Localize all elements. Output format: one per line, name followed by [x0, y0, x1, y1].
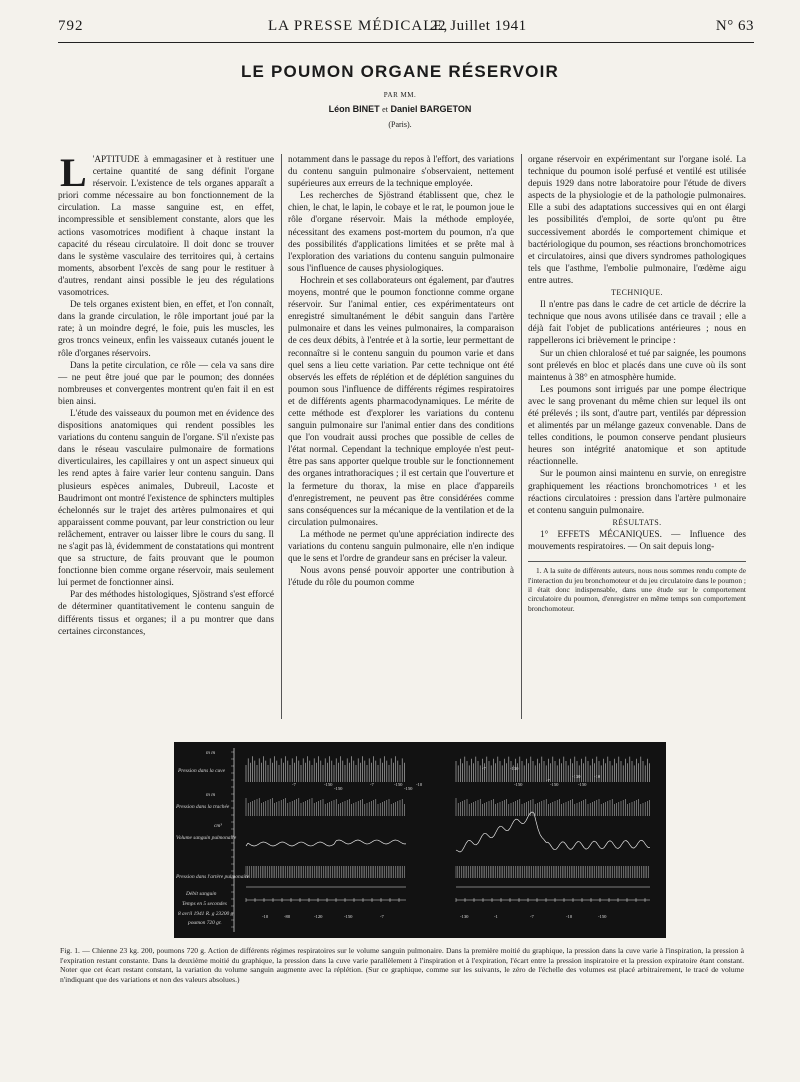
paragraph: L'étude des vaisseaux du poumon met en évidence des dispositions anatomiques qui rendent possibles les variations du contenu sanguin de l'organe. S'il n'existe pas dans le réseau vasculaire pulmonaire de formations diverticulaires, les capillaires y ont un aspect sinueux qui les rend aptes à faire varier leur contenu sanguin. Dans plusieurs espèces animales, Dubreuil, Lacoste et Baudrimont ont montré l'existence de sphincters multiples échelonnés sur le trajet des artères pulmonaires et qui apparaissent comme pouvant, par leur constriction ou leur relâchement, entraver ou laisser libre le cours du sang. Il ne s'agit pas là, évidemment de constatations qui montrent que sa structure, de faits prouvant que le poumon fonctionne bien comme organe réservoir, mais seulement lui permet de fonctionner ainsi.	[58, 408, 274, 589]
paragraph: notamment dans le passage du repos à l'effort, des variations du contenu sanguin pulmonaire s'observaient, nettement supérieures aux erreurs de la technique employée.	[288, 155, 514, 190]
time-mark: -130	[460, 914, 469, 919]
footnote-rule	[528, 561, 746, 562]
article-title: LE POUMON ORGANE RÉSERVOIR	[240, 62, 560, 81]
author-conjunction: et	[382, 105, 388, 114]
column-3	[528, 154, 746, 613]
paragraph: organe réservoir en expérimentant sur l'organe isolé. La technique du poumon isolé perfusé et ventilé est utilisée depuis 1929 dans notre laboratoire pour l'étude de divers aspects de la physiologie et de la pathologie pulmonaires. Elle a subi des adaptations successives qui en ont élargi les possibilités d'emploi, de sorte qu'ont pu être successivement abordés le comportement chimique et bactériologique du poumon, ses réactions bronchomotrices et circulatoires, ainsi que divers syndromes pathologiques tels que l'asthme, l'embolie pulmonaire, l'œdème aigu entre autres.	[528, 155, 746, 286]
time-mark: -150	[344, 914, 353, 919]
paragraph: Il n'entre pas dans le cadre de cet article de décrire la technique que nous avons utilisée dans ce travail ; elle a déjà fait l'objet de publications antérieures ; nous en rappellerons ici brièvement le principe :	[528, 300, 746, 347]
paragraph: Les recherches de Sjöstrand établissent que, chez le chien, le chat, le lapin, le cobaye et le rat, le poumon joue le rôle d'organe réservoir. Mais la méthode employée, nécessitant des examens post-mortem du poumon, n'a que des possibilités d'applications limitées et se prête mal à l'exploration des variations du contenu sanguin pulmonaire sous l'influence de causes physiologiques.	[288, 191, 514, 274]
time-mark: -10	[566, 914, 573, 919]
trace-mark: -150	[334, 786, 343, 791]
paragraph: Sur le poumon ainsi maintenu en survie, on enregistre graphiquement les réactions bronchomotrices ¹ et les réactions circulatoires : pression dans l'artère pulmonaire et contenu sanguin pulmonaire.	[528, 469, 746, 516]
label-temps: Temps en 5 secondes	[182, 901, 227, 907]
byline-par: PAR MM.	[383, 91, 417, 99]
paragraph: La méthode ne permet qu'une appréciation indirecte des variations du contenu sanguin pulmonaire, elle n'en indique que le sens et l'ordre de grandeur sans en préciser la valeur.	[288, 529, 514, 565]
section-heading-resultats: RÉSULTATS.	[612, 517, 662, 527]
byline-authors	[0, 104, 800, 114]
running-header	[58, 18, 754, 40]
trace-mark: -10	[416, 782, 423, 787]
volume-trace	[292, 845, 294, 846]
trace-mark: -7	[292, 782, 296, 787]
trace-mark: -7	[546, 778, 550, 783]
author-2: Daniel BARGETON	[390, 104, 472, 114]
time-mark: -7	[380, 914, 384, 919]
paragraph: 1° EFFETS MÉCANIQUES. — Influence des mouvements respiratoires. — On sait depuis long-	[528, 529, 746, 552]
time-mark: -7	[530, 914, 534, 919]
trace-mark: -150	[324, 782, 333, 787]
unit-label: m m	[206, 750, 216, 756]
trace-mark: -150	[394, 782, 403, 787]
section-heading-technique: TECHNIQUE.	[611, 288, 663, 298]
time-mark: -120	[314, 914, 323, 919]
column-2	[288, 154, 514, 589]
figure-kymograph	[174, 742, 666, 938]
figure-caption-text: — Chienne 23 kg. 200, poumons 720 g. Action de différents régimes respiratoires sur le volume sanguin pulmonaire. Dans la première moitié du graphique, la pression dans la cuve varie à l'inspiration, la pression à l'expiration restant constante. Dans la deuxième moitié du graphique, la pression dans la cuve varie parallèlement à l'inspiration et à l'expiration, l'écart entre la pression inspiratoire et la pression expiratoire étant constant. Noter que cet écart restant constant, la variation du volume sanguin augmente avec la réplétion. (Sur ce graphique, comme sur les suivants, le zéro de l'échelle des volumes est placé arbitrairement, le tracé de volume n'indiquant que des variations et non des valeurs absolues.)	[60, 946, 744, 984]
drop-cap: L	[60, 150, 87, 195]
footnote: 1. A la suite de différents auteurs, nous nous sommes rendu compte de l'interaction du jeu bronchomoteur et du jeu circulatoire dans le poumon ; il était donc indispensable, dans une étude sur le comportement circulatoire du poumon, d'enregistrer en même temps son comportement bronchomoteur.	[528, 566, 746, 613]
issue-number: N° 63	[715, 18, 754, 34]
volume-trace	[570, 849, 572, 850]
author-1: Léon BINET	[328, 104, 380, 114]
label-pression-cuve: Pression dans la cuve	[178, 768, 225, 774]
label-poumon-note: poumon 720 gr.	[188, 920, 222, 926]
label-volume: Volume sanguin pulmonaire	[176, 835, 237, 841]
figure-caption	[60, 946, 744, 984]
page-number: 792	[58, 18, 84, 34]
paragraph: De tels organes existent bien, en effet, et l'on connaît, dans la grande circulation, le rôle important joué par la rate; à un moindre degré, le foie, puis les muscles, les gros troncs veineux, enfin les vaisseaux cutanés jouent le rôle d'organes réservoirs.	[58, 300, 274, 359]
paragraph: Hochrein et ses collaborateurs ont également, par d'autres moyens, montré que le poumon fonctionne comme organe réservoir. Sur l'animal entier, ces expérimentateurs ont enregistré simultanément le débit sanguin dans l'artère pulmonaire et dans les veines pulmonaires, la comparaison de ces deux débits, à l'entrée et à la sortie, leur permettant de reconnaître si le contenu sanguin du poumon varie et dans quel sens a lieu cette variation. Par cette technique ont été observés les effets de réplétion et de déplétion sanguines du poumon sous l'influence de différents régimes respiratoires et de différents agents pharmacodynamiques. Le mérite de cette méthode est d'explorer les variations du contenu sanguin pulmonaire sur l'animal entier dans des conditions que l'on voudrait aussi proches que possible de celles de l'état normal. Cependant la technique employée n'est peut-être pas sans apporter quelque trouble sur le fonctionnement des organes intrathoraciques ; il est certain que l'ouverture et la fermeture du thorax, la mise en place d'appareils d'enregistrement, ne peuvent pas être considérées comme sans conséquences sur la mécanique de la ventilation et de la circulation pulmonaires.	[288, 275, 514, 528]
paragraph: Par des méthodes histologiques, Sjöstrand s'est efforcé de déterminer quantitativement le contenu sanguin de différents tissus et organes; il a pu montrer que dans certaines circonstances,	[58, 590, 274, 637]
column-1	[58, 150, 274, 638]
issue-date: 22 Juillet 1941	[430, 18, 527, 34]
label-pression-artere: Pression dans l'artère pulmonaire	[176, 874, 250, 880]
trace-mark: -130	[572, 774, 581, 779]
trace-mark: -150	[404, 786, 413, 791]
paragraph: Dans la petite circulation, ce rôle — cela va sans dire — ne peut être joué que par le poumon; des données nombreuses et convergentes montrent qu'en fait il en est bien ainsi.	[58, 360, 274, 407]
paragraph: Sur un chien chloralosé et tué par saignée, les poumons sont prélevés en bloc et placés dans une cuve où ils sont maintenus à 38° en atmosphère humide.	[528, 348, 746, 383]
time-mark: -80	[284, 914, 291, 919]
trace-mark: -10	[594, 774, 601, 779]
trace-mark: -150	[578, 782, 587, 787]
time-mark: -1	[494, 914, 498, 919]
trace-mark: -150	[514, 782, 523, 787]
paragraph: Les poumons sont irrigués par une pompe électrique avec le sang provenant du même chien sur lequel ils ont été prélevés ; ils sont, d'autre part, ventilés par dépression et alimentés par un mélange gazeux convenable. Dans de telles conditions, le poumon conserve pendant plusieurs heures son intégrité anatomique et son aptitude réactionnelle.	[528, 384, 746, 468]
trace-mark: -150	[550, 782, 559, 787]
byline-place: (Paris).	[388, 120, 412, 129]
kymograph-tracing	[174, 742, 666, 938]
column-rule	[521, 154, 522, 719]
trace-mark: -130	[510, 766, 519, 771]
volume-trace	[358, 840, 360, 841]
unit-label: cm³	[214, 823, 222, 829]
paragraph: L 'APTITUDE à emmagasiner et à restituer une certaine quantité de sang définit l'organe réservoir. L'existence de tels organes apparaît a priori comme nécessaire au bon fonctionnement de la circulation. La masse sanguine est, en effet, incompressible et sensiblement constante, alors que les actions vasomotrices modifient à chaque instant la capacité du réseau circulatoire. Il doit donc se trouver dans le système vasculaire des territoires qui, à certains moments, absorbent l'excès de sang pour le restituer à d'autres, rendant ainsi possible le jeu des régulations vasomotrices.	[58, 150, 274, 299]
trace-mark: -7	[370, 782, 374, 787]
unit-label: m m	[206, 792, 216, 798]
label-pression-trachee: Pression dans la trachée	[176, 804, 230, 810]
label-debit: Débit sanguin	[186, 891, 217, 897]
journal-name: LA PRESSE MÉDICALE,	[268, 18, 449, 34]
header-rule	[58, 42, 754, 43]
column-rule	[281, 154, 282, 719]
label-date-note: 8 avril 1941 R. g 23200 g	[178, 911, 234, 917]
paragraph: Nous avons pensé pouvoir apporter une contribution à l'étude du rôle du poumon comme	[288, 566, 514, 589]
time-mark: -10	[262, 914, 269, 919]
figure-caption-label: Fig. 1.	[60, 946, 80, 955]
trace-mark: -7	[482, 766, 486, 771]
time-mark: -150	[598, 914, 607, 919]
